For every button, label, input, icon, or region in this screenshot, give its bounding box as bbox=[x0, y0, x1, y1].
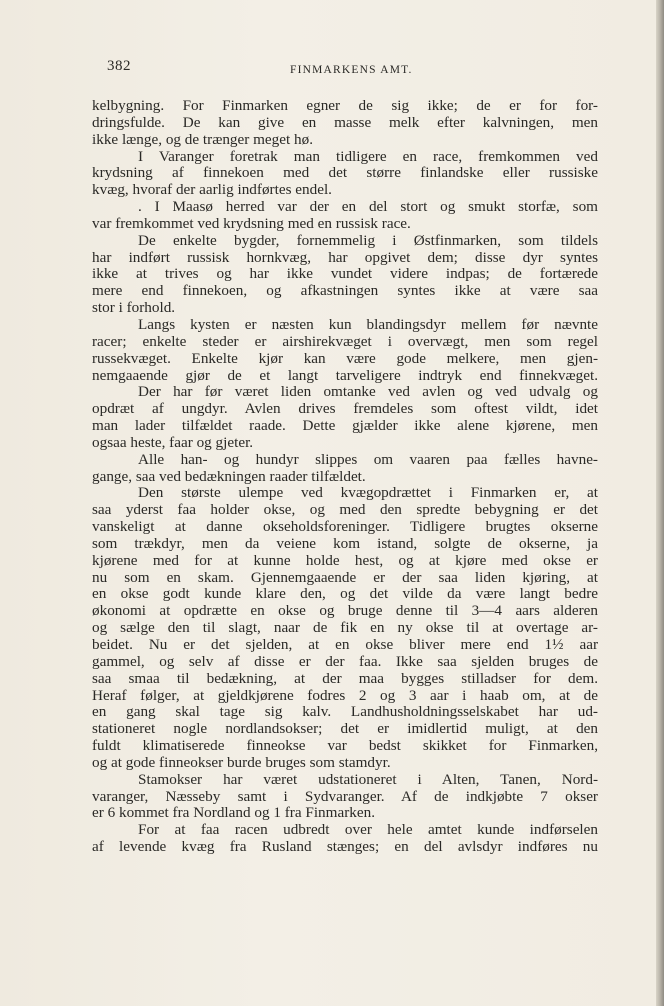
text-line: ikke længe, og de trænger meget hø. bbox=[92, 131, 314, 148]
text-line: stor i forhold. bbox=[92, 300, 176, 317]
text-line: opdræt af ungdyr. Avlen drives fremdeles som oftest vildt, idet bbox=[92, 401, 598, 418]
text-line: og sælge den til slagt, naar de fik en ny okse til at overtage ar- bbox=[92, 620, 598, 637]
text-line: russekvæget. Enkelte kjør kan være gode melkere, men gjen- bbox=[92, 350, 598, 367]
text-line: af levende kvæg fra Rusland stænges; en del avlsdyr indføres nu bbox=[92, 839, 598, 856]
body-text bbox=[92, 98, 598, 856]
text-line: stationeret nogle nordlandsokser; det er imidlertid muligt, at den bbox=[92, 721, 598, 738]
text-line: Der har før været liden omtanke ved avlen og ved udvalg og bbox=[138, 384, 598, 401]
text-line: en gang skal tage sig kalv. Landhusholdningsselskabet har ud- bbox=[92, 704, 598, 721]
text-line: beidet. Nu er det sjelden, at en okse bliver mere end 1½ aar bbox=[92, 637, 598, 653]
text-line: For at faa racen udbredt over hele amtet kunde indførselen bbox=[138, 822, 598, 839]
text-line: saa yderst faa holder okse, og med den spredte bebygning er det bbox=[92, 502, 598, 519]
text-line: nu som en skam. Gjennemgaaende er der saa liden kjøring, at bbox=[92, 569, 598, 586]
text-line: gange, saa ved bedækningen raader tilfældet. bbox=[92, 468, 366, 485]
text-line: som trækdyr, men da veiene kom istand, solgte de okserne, ja bbox=[92, 535, 598, 552]
text-line: dringsfulde. De kan give en masse melk efter kalvningen, men bbox=[92, 114, 598, 131]
text-line: saa smaa til bedækning, at der maa bygges stilladser for dem. bbox=[92, 670, 598, 687]
text-line: kelbygning. For Finmarken egner de sig ikke; de er for for- bbox=[92, 98, 598, 114]
text-line: ikke at trives og har ikke vundet videre indpas; de fortærede bbox=[92, 266, 598, 283]
text-line: nemgaaende gjør de et langt tarveligere indtryk end finnekvæget. bbox=[92, 367, 598, 384]
text-line: kvæg, hvoraf der aarlig indførtes endel. bbox=[92, 182, 332, 199]
text-line: gammel, og selv af disse er der faa. Ikke saa sjelden bruges de bbox=[92, 653, 598, 670]
text-line: man lader tilfældet raade. Dette gjælder ikke alene kjørene, men bbox=[92, 418, 598, 435]
text-line: økonomi at opdrætte en okse og bruge denne til 3—4 aars alderen bbox=[92, 603, 598, 620]
text-line: vanskeligt at danne okseholdsforeninger. Tidligere brugtes okserne bbox=[92, 519, 598, 536]
text-line: Den største ulempe ved kvægopdrættet i Finmarken er, at bbox=[138, 485, 598, 502]
text-line: Langs kysten er næsten kun blandingsdyr mellem før nævnte bbox=[138, 316, 598, 333]
text-line: mere end finnekoen, og afkastningen syntes ikke at være saa bbox=[92, 283, 598, 300]
text-line: . I Maasø herred var der en del stort og smukt storfæ, som bbox=[138, 199, 598, 216]
text-line: Alle han- og hundyr slippes om vaaren paa fælles havne- bbox=[138, 451, 598, 468]
text-line: har indført russisk hornkvæg, har opgivet dem; disse dyr syntes bbox=[92, 249, 598, 266]
text-line: De enkelte bygder, fornemmelig i Østfinmarken, som tildels bbox=[138, 232, 598, 249]
text-line: krydsning af finnekoen med det større finlandske eller russiske bbox=[92, 165, 598, 182]
text-line: er 6 kommet fra Nordland og 1 fra Finmarken. bbox=[92, 805, 375, 822]
text-line: fuldt klimatiserede finneokse var bedst skikket for Finmarken, bbox=[92, 738, 598, 755]
text-line: I Varanger foretrak man tidligere en race, fremkommen ved bbox=[138, 148, 598, 165]
text-line: ogsaa heste, faar og gjeter. bbox=[92, 434, 254, 451]
text-line: og at gode finneokser burde bruges som stamdyr. bbox=[92, 754, 391, 771]
page-edge-shadow bbox=[656, 0, 664, 1006]
text-line: var fremkommet ved krydsning med en russisk race. bbox=[92, 215, 411, 232]
running-title: FINMARKENS AMT. bbox=[290, 64, 413, 76]
page-number: 382 bbox=[107, 58, 131, 74]
text-line: varanger, Næsseby samt i Sydvaranger. Af de indkjøbte 7 okser bbox=[92, 788, 598, 805]
text-line: Heraf følger, at gjeldkjørene fodres 2 og 3 aar i haab om, at de bbox=[92, 687, 598, 704]
text-line: kjørene med for at kunne holde hest, og at kjøre med okse er bbox=[92, 552, 598, 569]
text-line: Stamokser har været udstationeret i Alten, Tanen, Nord- bbox=[138, 771, 598, 788]
text-line: racer; enkelte steder er airshirekvæget i overvægt, men som regel bbox=[92, 333, 598, 350]
text-line: en okse godt kunde klare den, og det vilde da være langt bedre bbox=[92, 586, 598, 603]
